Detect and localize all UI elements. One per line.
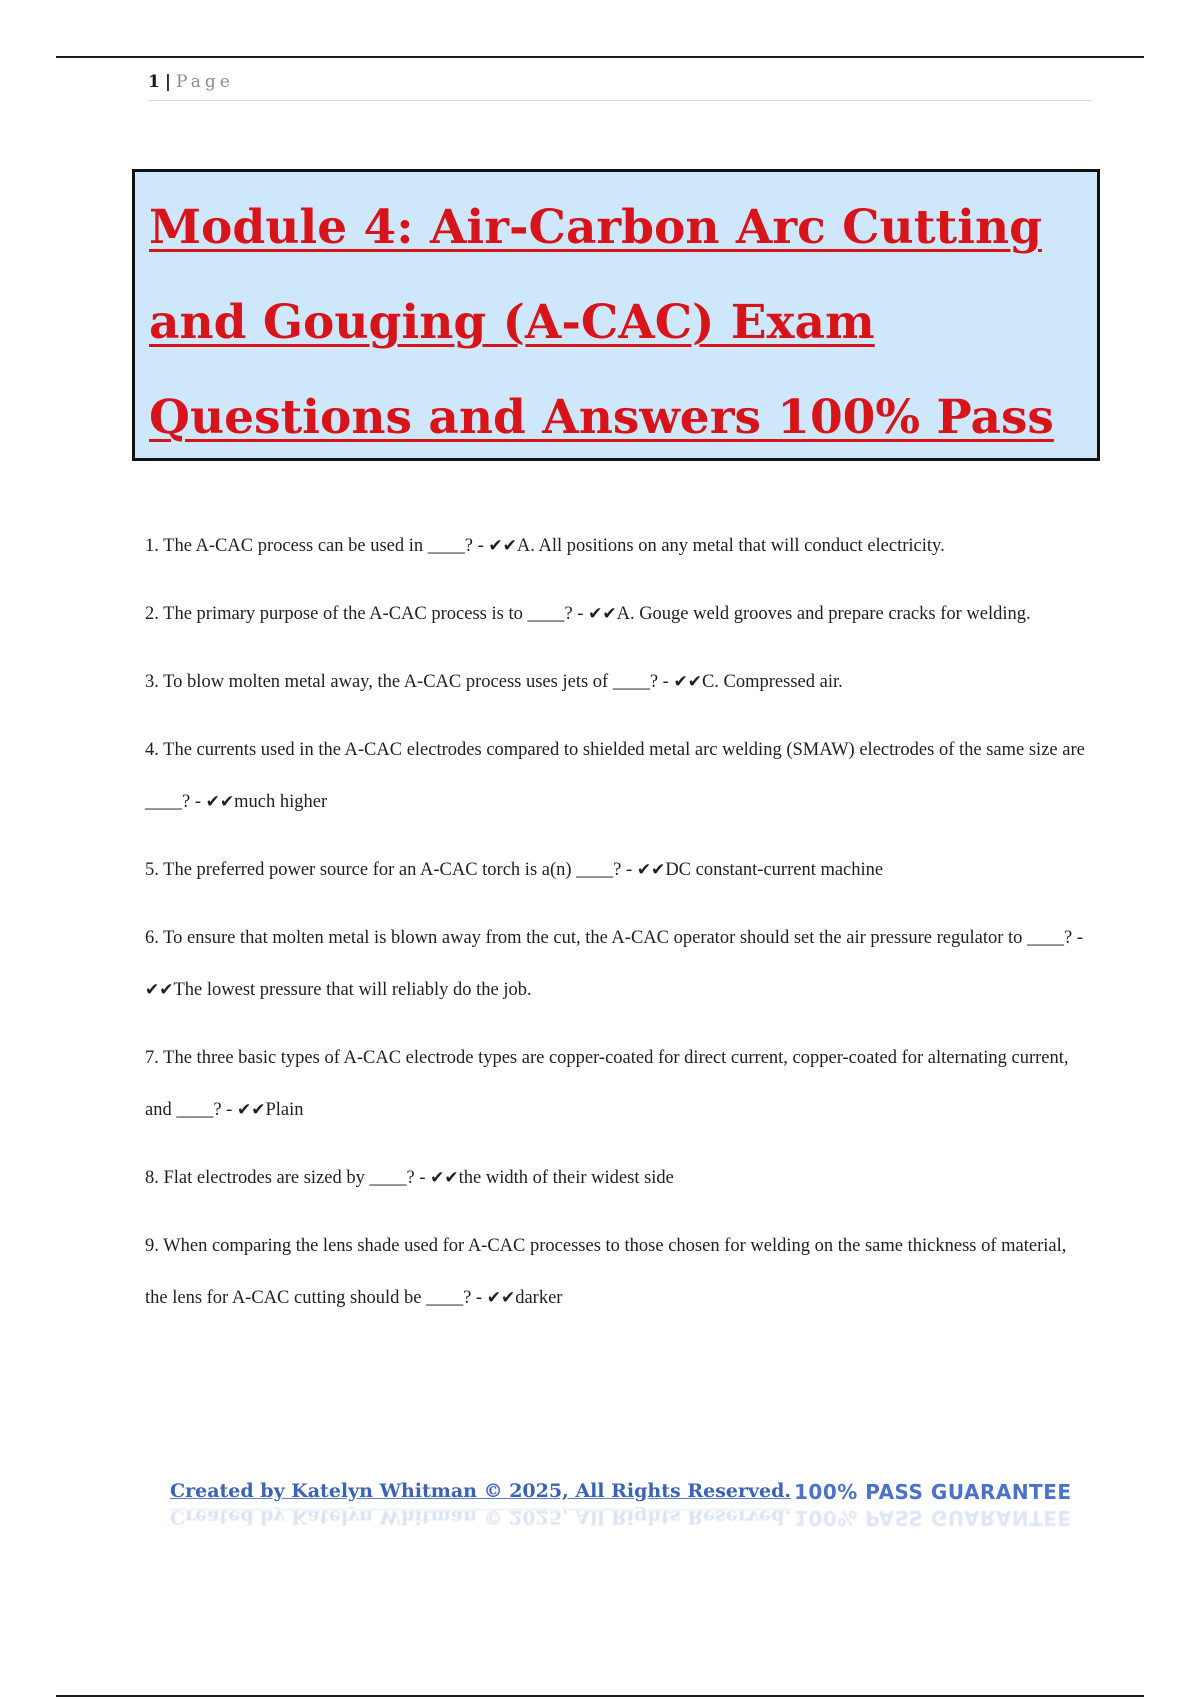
question-text: Flat electrodes are sized by ____? - [163, 1168, 431, 1188]
question-number: 7. [145, 1048, 159, 1068]
answer-text: darker [515, 1288, 563, 1308]
check-marks-icon: ✔✔ [205, 792, 235, 812]
page-word: Page [176, 72, 234, 92]
question-text: The preferred power source for an A-CAC torch is a(n) ____? - [163, 860, 637, 880]
question-number: 4. [145, 740, 159, 760]
question-text: The three basic types of A-CAC electrode types are copper-coated for direct current, copper-coated for alternating current, and ____? - [145, 1048, 1069, 1120]
question-text: To blow molten metal away, the A-CAC process uses jets of ____? - [163, 672, 674, 692]
question-item [145, 588, 1091, 640]
question-item [145, 1152, 1091, 1204]
question-text: When comparing the lens shade used for A-CAC processes to those chosen for welding on the same thickness of material, the lens for A-CAC cutting should be ____? - [145, 1236, 1067, 1308]
check-marks-icon: ✔✔ [673, 672, 702, 692]
answer-text: DC constant-current machine [665, 860, 884, 880]
check-marks-icon: ✔✔ [588, 604, 617, 624]
copyright-credit-reflection: Created by Katelyn Whitman © 2025, All Rights Reserved. [170, 1506, 792, 1528]
page-number: 1 [148, 72, 161, 92]
question-item [145, 724, 1091, 828]
answer-text: The lowest pressure that will reliably do the job. [173, 980, 532, 1000]
answer-text: C. Compressed air. [701, 672, 843, 692]
answer-text: A. Gouge weld grooves and prepare cracks for welding. [616, 604, 1031, 624]
question-item [145, 520, 1091, 572]
question-number: 5. [145, 860, 159, 880]
question-number: 2. [145, 604, 159, 624]
check-marks-icon: ✔✔ [636, 860, 666, 880]
question-text: The primary purpose of the A-CAC process is to ____? - [163, 604, 589, 624]
question-text: The currents used in the A-CAC electrodes compared to shielded metal arc welding (SMAW) electrodes of the same size are ____? - [145, 740, 1085, 812]
question-item [145, 1220, 1091, 1324]
title-box [132, 169, 1100, 461]
question-number: 8. [145, 1168, 159, 1188]
question-number: 6. [145, 928, 159, 948]
answer-text: Plain [265, 1100, 304, 1120]
question-item [145, 1032, 1091, 1136]
pass-guarantee-reflection: 100% PASS GUARANTEE [794, 1506, 1072, 1530]
question-number: 3. [145, 672, 159, 692]
page-separator: | [164, 72, 173, 92]
top-rule [56, 56, 1144, 58]
check-marks-icon: ✔✔ [488, 536, 517, 556]
question-item [145, 656, 1091, 708]
footer [170, 1480, 1072, 1530]
copyright-credit: Created by Katelyn Whitman © 2025, All Rights Reserved. [170, 1480, 792, 1502]
question-list [145, 520, 1091, 1340]
question-text: The A-CAC process can be used in ____? - [163, 536, 489, 556]
check-marks-icon: ✔✔ [486, 1288, 516, 1308]
check-marks-icon: ✔✔ [236, 1100, 266, 1120]
answer-text: the width of their widest side [458, 1168, 674, 1188]
question-item [145, 912, 1091, 1016]
pass-guarantee-badge: 100% PASS GUARANTEE [794, 1480, 1072, 1504]
question-number: 1. [145, 536, 159, 556]
check-marks-icon: ✔✔ [430, 1168, 459, 1188]
check-marks-icon: ✔✔ [145, 980, 174, 1000]
bottom-rule [56, 1695, 1144, 1697]
answer-text: much higher [234, 792, 328, 812]
document-title: Module 4: Air-Carbon Arc Cutting and Gouging (A-CAC) Exam Questions and Answers 100% Pass [149, 200, 1054, 445]
answer-text: A. All positions on any metal that will conduct electricity. [516, 536, 945, 556]
page-header [148, 72, 1092, 101]
question-number: 9. [145, 1236, 159, 1256]
question-item [145, 844, 1091, 896]
question-text: To ensure that molten metal is blown away from the cut, the A-CAC operator should set the air pressure regulator to ____? - [163, 928, 1084, 948]
